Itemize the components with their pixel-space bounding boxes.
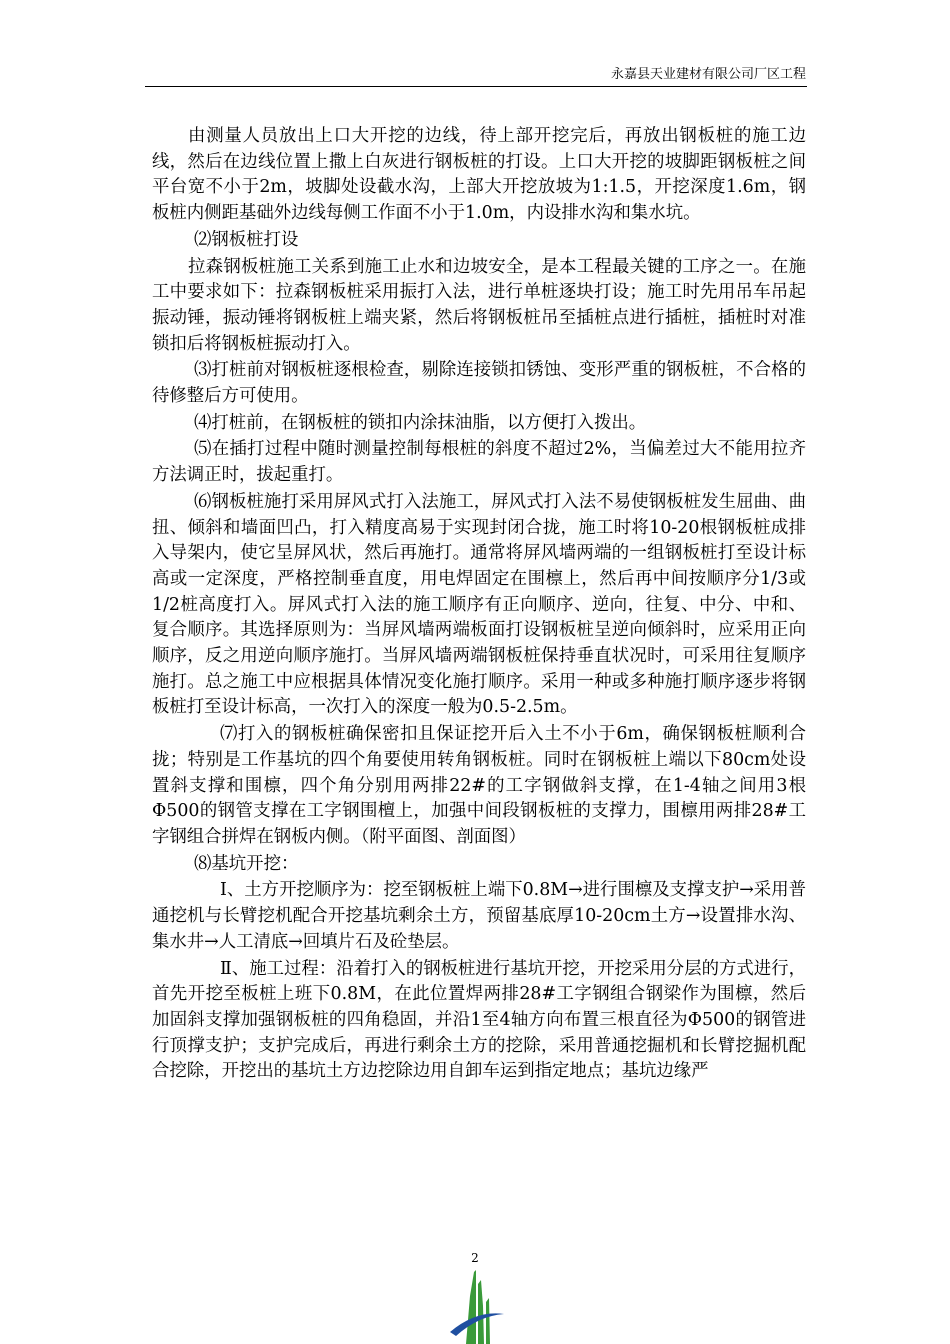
paragraph: Ⅰ、土方开挖顺序为：挖至钢板桩上端下0.8M→进行围檩及支撑支护→采用普通挖机与长臂挖机配合开挖基坑剩余土方，预留基底厚10-20cm土方→设置排水沟、集水井→人工清底→回填片石及砼垫层。 <box>152 880 806 952</box>
header-rule <box>145 86 807 87</box>
paragraph: ⑸在插打过程中随时测量控制每根桩的斜度不超过2%，当偏差过大不能用拉齐方法调正时，拔起重打。 <box>152 439 806 486</box>
document-body <box>152 124 806 1085</box>
paragraph: 拉森钢板桩施工关系到施工止水和边坡安全，是本工程最关键的工序之一。在施工中要求如下：拉森钢板桩采用振打入法，进行单桩逐块打设；施工时先用吊车吊起振动锤，振动锤将钢板桩上端夹紧，然后将钢板桩吊至插桩点进行插桩，插桩时对准锁扣后将钢板桩振动打入。 <box>152 256 806 354</box>
header-title: 永嘉县天业建材有限公司厂区工程 <box>610 67 806 82</box>
section-heading: ⑻基坑开挖： <box>194 853 299 874</box>
logo-green-bar <box>486 1298 490 1344</box>
paragraph: 由测量人员放出上口大开挖的边线，待上部开挖完后，再放出钢板桩的施工边线，然后在边线位置上撒上白灰进行钢板桩的打设。上口大开挖的坡脚距钢板桩之间平台宽不小于2m，坡脚处设截水沟，上部大开挖放坡为1:1.5，开挖深度1.6m，钢板桩内侧距基础外边线每侧工作面不小于1.0m，内设排水沟和集水坑。 <box>152 126 806 224</box>
paragraph: ⑹钢板桩施打采用屏风式打入法施工，屏风式打入法不易使钢板桩发生屈曲、曲扭、倾斜和墙面凹凸，打入精度高易于实现封闭合拢，施工时将10-20根钢板桩成排入导架内，使它呈屏风状，然后再施打。通常将屏风墙两端的一组钢板桩打至设计标高或一定深度，严格控制垂直度，用电焊固定在围檩上，然后再中间按顺序分1/3或1/2桩高度打入。屏风式打入法的施工顺序有正向顺序、逆向，往复、中分、中和、复合顺序。其选择原则为：当屏风墙两端板面打设钢板桩呈逆向倾斜时，应采用正向顺序，反之用逆向顺序施打。当屏风墙两端钢板桩保持垂直状况时，可采用往复顺序施打。总之施工中应根据具体情况变化施打顺序。采用一种或多种施打顺序逐步将钢板桩打至设计标高，一次打入的深度一般为0.5-2.5m。 <box>152 491 806 718</box>
logo-green-bar <box>478 1280 484 1344</box>
page-number: 2 <box>471 1251 479 1265</box>
logo-blue-swoosh <box>450 1313 504 1336</box>
paragraph: ⑷打桩前，在钢板桩的锁扣内涂抹油脂，以方便打入拨出。 <box>194 412 647 433</box>
paragraph: ⑶打桩前对钢板桩逐根检查，剔除连接锁扣锈蚀、变形严重的钢板桩，不合格的待修整后方可使用。 <box>152 360 806 407</box>
logo-green-bar <box>466 1270 476 1344</box>
section-heading: ⑵钢板桩打设 <box>194 229 299 250</box>
paragraph: ⑺打入的钢板桩确保密扣且保证挖开后入土不小于6m，确保钢板桩顺利合拢；特别是工作基坑的四个角要使用转角钢板桩。同时在钢板桩上端以下80cm处设置斜支撑和围檩，四个角分别用两排22#的工字钢做斜支撑，在1-4轴之间用3根Φ500的钢管支撑在工字钢围檀上，加强中间段钢板桩的支撑力，围檩用两排28#工字钢组合拼焊在钢板内侧。（附平面图、剖面图） <box>152 724 806 847</box>
paragraph: Ⅱ、施工过程：沿着打入的钢板桩进行基坑开挖，开挖采用分层的方式进行，首先开挖至板桩上班下0.8M，在此位置焊两排28#工字钢组合钢梁作为围檩，然后加固斜支撑加强钢板桩的四角稳固，并沿1至4轴方向布置三根直径为Φ500的钢管进行顶撑支护；支护完成后，再进行剩余土方的挖除，采用普通挖掘机和长臂挖掘机配合挖除，开挖出的基坑土方边挖除边用自卸车运到指定地点；基坑边缘严 <box>152 958 806 1082</box>
company-logo-icon <box>446 1266 506 1344</box>
